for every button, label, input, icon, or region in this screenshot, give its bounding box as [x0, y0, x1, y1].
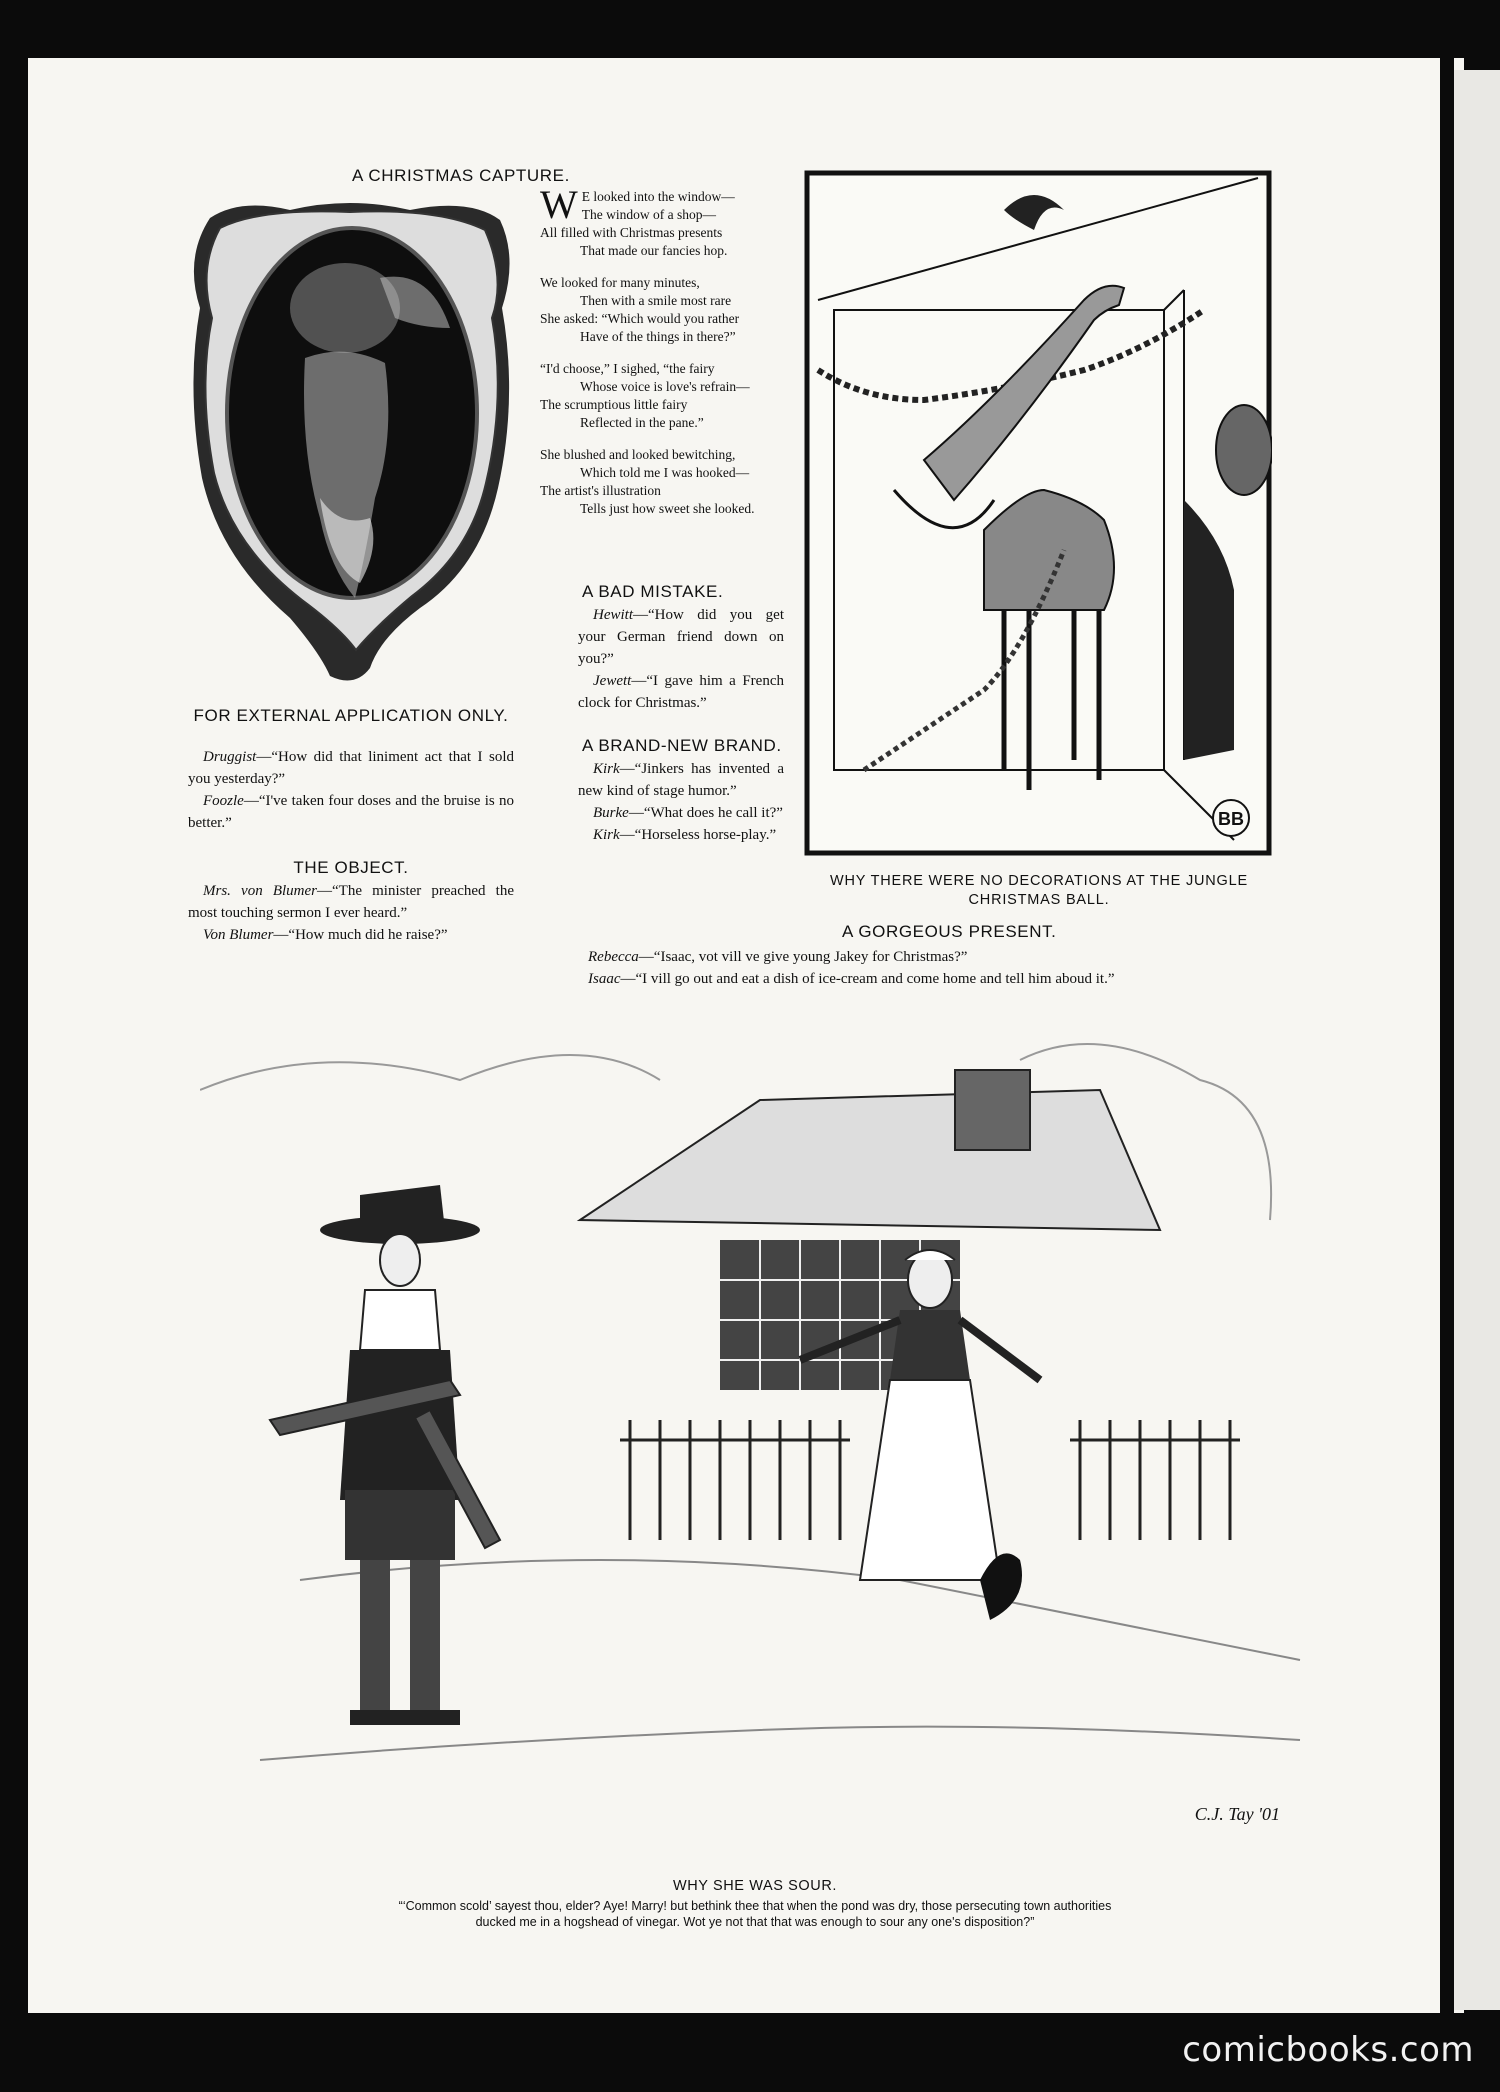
dialogue-line	[188, 880, 514, 924]
poem-line: The artist's illustration	[540, 483, 661, 498]
speaker-name: Isaac	[588, 971, 621, 987]
artist-signature: C.J. Tay '01	[1194, 1804, 1280, 1824]
dialogue-line	[578, 802, 784, 824]
poem-stanza	[540, 182, 785, 260]
mirror-illustration	[180, 198, 520, 688]
bad-mistake-title: A BAD MISTAKE.	[582, 582, 724, 601]
external-application-title: FOR EXTERNAL APPLICATION ONLY.	[193, 706, 509, 725]
sour-line-1: “‘Common scold’ sayest thou, elder? Aye! Marry! but bethink thee that when the pond was dry, those persecuting town authorities	[398, 1899, 1112, 1913]
dialogue-text: —“Jinkers has invented a new kind of stage humor.”	[578, 761, 784, 799]
christmas-capture-title: A CHRISTMAS CAPTURE.	[352, 166, 570, 185]
dialogue-line	[578, 670, 784, 714]
giraffe-caption: WHY THERE WERE NO DECORATIONS AT THE JUNGLE CHRISTMAS BALL.	[830, 873, 1248, 908]
speaker-name: Jewett	[593, 673, 632, 689]
artist-monogram: BB	[1218, 809, 1244, 829]
poem-line: We looked for many minutes,	[540, 275, 700, 290]
brand-new-text	[578, 758, 784, 846]
poem-line: Then with a smile most rare	[580, 293, 732, 308]
gorgeous-present-text	[588, 946, 1288, 990]
dialogue-line	[578, 824, 784, 846]
the-object-title: THE OBJECT.	[293, 858, 409, 877]
dialogue-text: —“Horseless horse-play.”	[619, 827, 777, 843]
next-page-edge	[1454, 70, 1500, 2010]
poem-line: The window of a shop—	[581, 207, 716, 222]
speaker-name: Rebecca	[588, 949, 639, 965]
sour-title: WHY SHE WAS SOUR.	[672, 1878, 838, 1894]
giraffe-cartoon	[804, 170, 1272, 856]
dialogue-text: —“Isaac, vot vill ve give young Jakey for Christmas?”	[638, 949, 968, 965]
poem-line: Which told me I was hooked—	[580, 465, 750, 480]
dialogue-line	[578, 758, 784, 802]
brand-new-title: A BRAND-NEW BRAND.	[582, 736, 782, 755]
dialogue-text: —“How did you get your German friend down on you?”	[578, 607, 784, 667]
page-spine	[1440, 58, 1454, 2013]
poem-dropcap: W	[540, 182, 578, 227]
poem-line: Tells just how sweet she looked.	[580, 501, 755, 516]
poem-line: That made our fancies hop.	[580, 243, 728, 258]
poem-line: All filled with Christmas presents	[540, 225, 723, 240]
speaker-name: Kirk	[593, 761, 620, 777]
dialogue-line	[188, 924, 514, 946]
dialogue-text: —“I gave him a French clock for Christmas.”	[578, 673, 784, 711]
poem-stanza	[540, 360, 785, 432]
christmas-capture-poem	[540, 182, 785, 532]
poem-line: She blushed and looked bewitching,	[540, 447, 736, 462]
dialogue-text: —“How much did he raise?”	[273, 927, 448, 943]
poem-line: Reflected in the pane.”	[580, 415, 704, 430]
poem-line: Have of the things in there?”	[580, 329, 736, 344]
poem-line: E looked into the window—	[581, 189, 735, 204]
sour-line-2: ducked me in a hogshead of vinegar. Wot ye not that that was enough to sour any one's disposition?”	[475, 1915, 1035, 1929]
poem-line: “I'd choose,” I sighed, “the fairy	[540, 361, 715, 376]
dialogue-text: —“I've taken four doses and the bruise is no better.”	[188, 793, 514, 831]
dialogue-line	[588, 968, 1288, 990]
poem-line: She asked: “Which would you rather	[540, 311, 740, 326]
poem-stanza	[540, 446, 785, 518]
the-object-text	[188, 880, 514, 946]
poem-line: Whose voice is love's refrain—	[580, 379, 750, 394]
dialogue-line	[188, 746, 514, 790]
speaker-name: Druggist	[203, 749, 257, 765]
watermark: comicbooks.com	[1182, 2030, 1474, 2070]
dialogue-line	[588, 946, 1288, 968]
dialogue-line	[188, 790, 514, 834]
speaker-name: Foozle	[203, 793, 244, 809]
pilgrim-illustration	[200, 1020, 1310, 1860]
speaker-name: Burke	[593, 805, 629, 821]
dialogue-text: —“I vill go out and eat a dish of ice-cream and come home and tell him aboud it.”	[620, 971, 1115, 987]
speaker-name: Kirk	[593, 827, 620, 843]
gorgeous-present-title: A GORGEOUS PRESENT.	[842, 922, 1057, 941]
poem-line: The scrumptious little fairy	[540, 397, 688, 412]
dialogue-line	[578, 604, 784, 670]
dialogue-text: —“The minister preached the most touching sermon I ever heard.”	[188, 883, 514, 921]
sour-caption	[200, 1878, 1310, 1930]
dialogue-text: —“How did that liniment act that I sold you yesterday?”	[188, 749, 514, 787]
dialogue-text: —“What does he call it?”	[628, 805, 783, 821]
speaker-name: Von Blumer	[203, 927, 274, 943]
speaker-name: Hewitt	[593, 607, 633, 623]
speaker-name: Mrs. von Blumer	[203, 883, 317, 899]
poem-stanza	[540, 274, 785, 346]
bad-mistake-text	[578, 604, 784, 714]
external-application-text	[188, 746, 514, 834]
